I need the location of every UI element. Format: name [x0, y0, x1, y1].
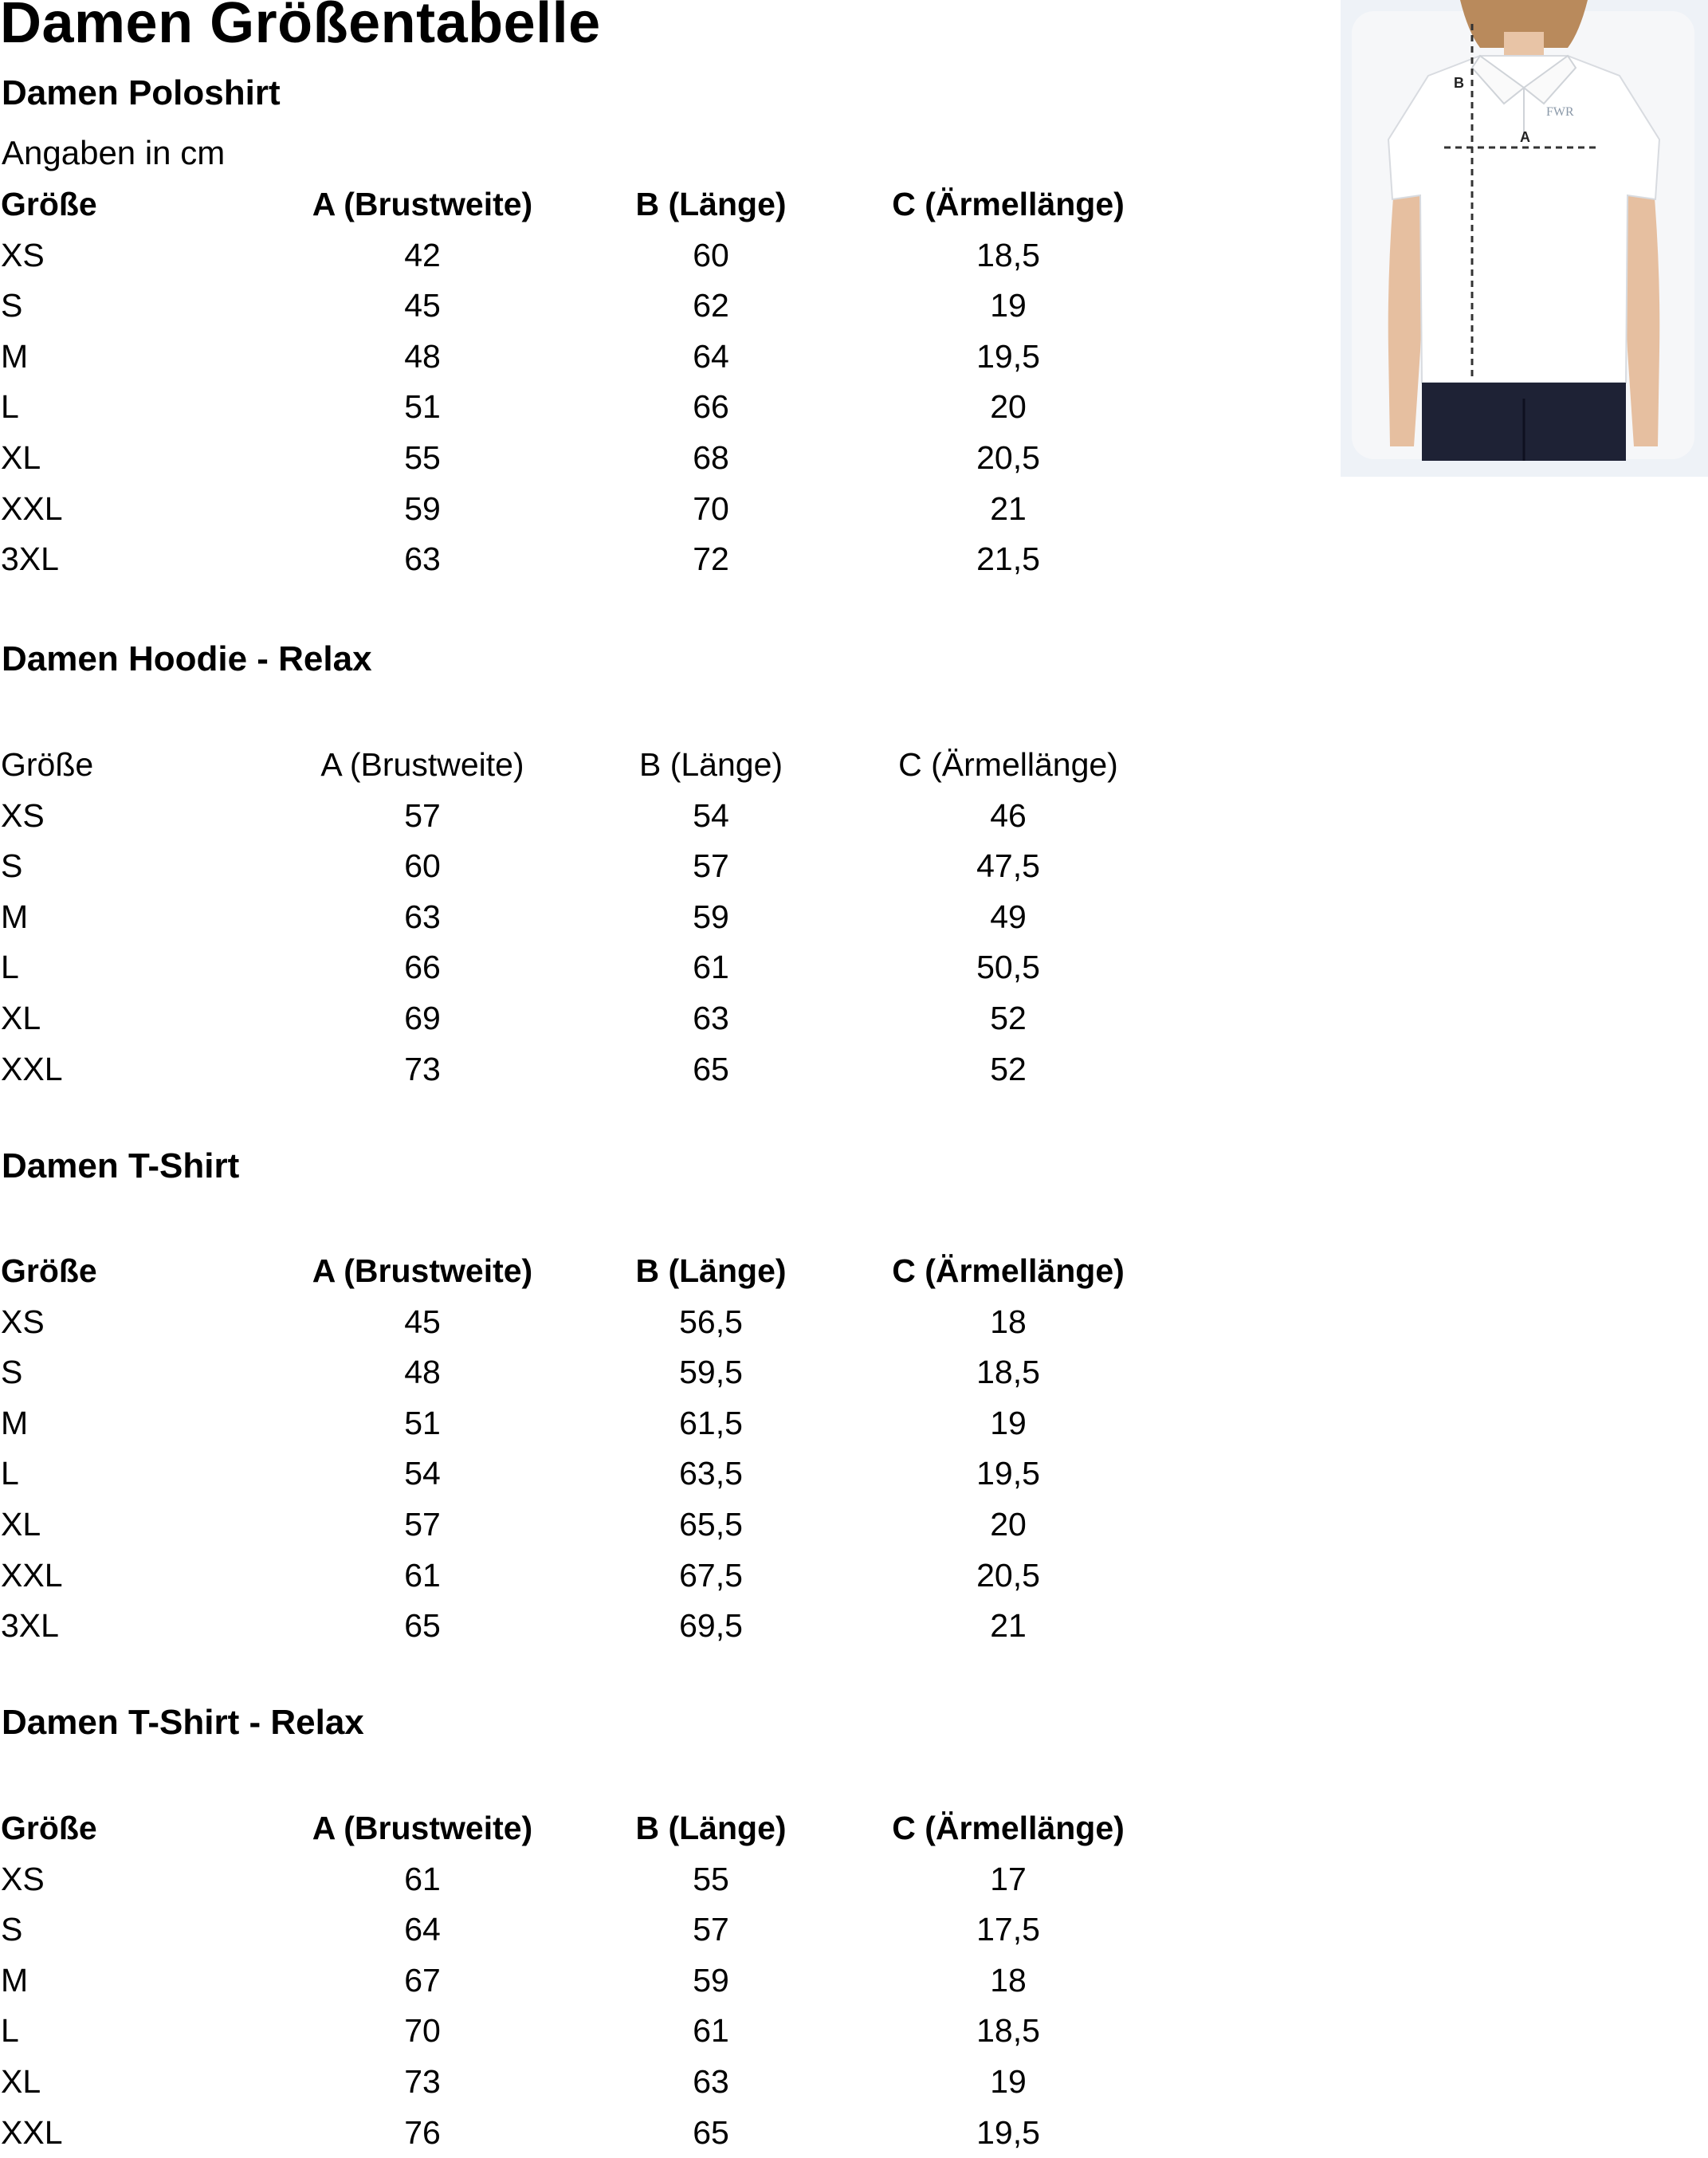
header-chest-width: A (Brustweite): [312, 186, 533, 222]
chest-cell: 70: [404, 2012, 441, 2050]
sleeve-cell: 20: [990, 1505, 1027, 1543]
header-sleeve-length: C (Ärmellänge): [892, 1252, 1125, 1289]
sleeve-cell: 20,5: [976, 1556, 1040, 1594]
table-header-row: [0, 740, 1243, 791]
chest-cell: 45: [404, 287, 441, 324]
sleeve-cell: 52: [990, 1050, 1027, 1087]
length-cell: 63,5: [679, 1455, 743, 1492]
table-row: [0, 841, 1243, 892]
chest-cell: 66: [404, 949, 441, 986]
sleeve-cell: 21: [990, 1607, 1027, 1645]
header-size: Größe: [1, 746, 94, 783]
header-sleeve-length: C (Ärmellänge): [892, 1810, 1125, 1846]
size-cell: XS: [1, 1303, 45, 1340]
sleeve-cell: 47,5: [976, 847, 1040, 885]
sleeve-cell: 19: [990, 1404, 1027, 1441]
length-cell: 72: [693, 540, 729, 578]
chest-cell: 65: [404, 1607, 441, 1645]
size-cell: M: [1, 1961, 29, 1999]
chest-cell: 61: [404, 1860, 441, 1897]
chest-cell: 55: [404, 438, 441, 476]
table-row: [0, 2057, 1243, 2108]
logo-text: FWR: [1546, 105, 1574, 119]
size-cell: XL: [1, 2062, 41, 2100]
length-cell: 56,5: [679, 1303, 743, 1340]
length-cell: 64: [693, 337, 729, 375]
size-cell: M: [1, 337, 29, 375]
chest-cell: 61: [404, 1556, 441, 1594]
table-row: [0, 1500, 1243, 1551]
sleeve-cell: 52: [990, 999, 1027, 1036]
sleeve-cell: 21,5: [976, 540, 1040, 578]
chest-cell: 63: [404, 898, 441, 935]
table-row: [0, 1398, 1243, 1449]
page-title: Damen Größentabelle: [0, 0, 601, 55]
table-row: [0, 1854, 1243, 1905]
table-row: [0, 2006, 1243, 2057]
sleeve-cell: 18,5: [976, 2012, 1040, 2050]
table-row: [0, 534, 1243, 585]
chest-cell: 48: [404, 1354, 441, 1391]
table-row: [0, 942, 1243, 993]
chest-cell: 76: [404, 2113, 441, 2151]
length-cell: 69,5: [679, 1607, 743, 1645]
header-chest-width: A (Brustweite): [312, 1810, 533, 1846]
chest-cell: 64: [404, 1911, 441, 1948]
size-cell: XXL: [1, 1050, 63, 1087]
sleeve-cell: 20,5: [976, 438, 1040, 476]
length-cell: 59,5: [679, 1354, 743, 1391]
size-cell: L: [1, 1455, 19, 1492]
label-b: B: [1454, 75, 1464, 91]
chest-cell: 42: [404, 236, 441, 273]
size-cell: XL: [1, 438, 41, 476]
table-row: [0, 1904, 1243, 1956]
length-cell: 62: [693, 287, 729, 324]
length-cell: 60: [693, 236, 729, 273]
table-header-row: [0, 1803, 1243, 1854]
product-photo: [1341, 0, 1708, 477]
size-table-poloshirt: [0, 179, 1243, 585]
size-cell: L: [1, 2012, 19, 2050]
length-cell: 70: [693, 489, 729, 527]
header-sleeve-length: C (Ärmellänge): [898, 746, 1118, 783]
length-cell: 63: [693, 2062, 729, 2100]
sleeve-cell: 17: [990, 1860, 1027, 1897]
size-table-tshirt: [0, 1246, 1243, 1652]
header-length: B (Länge): [635, 186, 787, 222]
size-cell: XXL: [1, 1556, 63, 1594]
size-cell: XXL: [1, 489, 63, 527]
header-length: B (Länge): [635, 1252, 787, 1289]
table-row: [0, 892, 1243, 943]
header-sleeve-length: C (Ärmellänge): [892, 186, 1125, 222]
chest-cell: 54: [404, 1455, 441, 1492]
header-length: B (Länge): [638, 746, 783, 783]
table-row: [0, 1448, 1243, 1500]
size-cell: XS: [1, 236, 45, 273]
header-chest-width: A (Brustweite): [312, 1252, 533, 1289]
header-length: B (Länge): [635, 1810, 787, 1846]
label-a: A: [1520, 129, 1530, 145]
size-table-tshirt-relax: [0, 1803, 1243, 2158]
chest-cell: 67: [404, 1961, 441, 1999]
chest-cell: 51: [404, 1404, 441, 1441]
table-row: [0, 791, 1243, 842]
table-header-row: [0, 179, 1243, 230]
table-row: [0, 1347, 1243, 1398]
chest-cell: 59: [404, 489, 441, 527]
header-size: Größe: [1, 1810, 97, 1846]
length-cell: 57: [693, 1911, 729, 1948]
sleeve-cell: 19,5: [976, 337, 1040, 375]
sleeve-cell: 19,5: [976, 1455, 1040, 1492]
table-row: [0, 1297, 1243, 1348]
length-cell: 61,5: [679, 1404, 743, 1441]
table-row: [0, 2108, 1243, 2158]
sleeve-cell: 21: [990, 489, 1027, 527]
table-row: [0, 1551, 1243, 1602]
table-row: [0, 1044, 1243, 1095]
length-cell: 59: [693, 898, 729, 935]
header-chest-width: A (Brustweite): [320, 746, 524, 783]
size-cell: 3XL: [1, 1607, 59, 1645]
section-title-tshirt-relax: Damen T-Shirt - Relax: [2, 1703, 364, 1742]
table-row: [0, 433, 1243, 484]
chest-cell: 69: [404, 999, 441, 1036]
chest-cell: 63: [404, 540, 441, 578]
table-row: [0, 382, 1243, 433]
size-cell: XL: [1, 1505, 41, 1543]
unit-note: Angaben in cm: [2, 134, 226, 171]
section-title-hoodie-relax: Damen Hoodie - Relax: [2, 639, 372, 678]
size-cell: XL: [1, 999, 41, 1036]
header-size: Größe: [1, 1252, 97, 1289]
sleeve-cell: 18: [990, 1303, 1027, 1340]
size-table-hoodie-relax: [0, 740, 1243, 1095]
chest-cell: 48: [404, 337, 441, 375]
size-cell: L: [1, 388, 19, 426]
size-cell: M: [1, 898, 29, 935]
size-cell: S: [1, 1354, 23, 1391]
size-cell: S: [1, 1911, 23, 1948]
length-cell: 65: [693, 1050, 729, 1087]
table-row: [0, 281, 1243, 332]
size-cell: M: [1, 1404, 29, 1441]
table-row: [0, 993, 1243, 1044]
chest-cell: 60: [404, 847, 441, 885]
section-title-tshirt: Damen T-Shirt: [2, 1146, 240, 1185]
size-cell: S: [1, 287, 23, 324]
size-cell: S: [1, 847, 23, 885]
chest-cell: 57: [404, 1505, 441, 1543]
table-row: [0, 230, 1243, 281]
sleeve-cell: 19: [990, 2062, 1027, 2100]
length-cell: 68: [693, 438, 729, 476]
sleeve-cell: 49: [990, 898, 1027, 935]
sleeve-cell: 17,5: [976, 1911, 1040, 1948]
sleeve-cell: 19,5: [976, 2113, 1040, 2151]
sleeve-cell: 50,5: [976, 949, 1040, 986]
section-title-poloshirt: Damen Poloshirt: [2, 73, 281, 112]
chest-cell: 45: [404, 1303, 441, 1340]
chest-cell: 73: [404, 2062, 441, 2100]
chest-cell: 51: [404, 388, 441, 426]
length-cell: 57: [693, 847, 729, 885]
length-cell: 63: [693, 999, 729, 1036]
sleeve-cell: 18,5: [976, 236, 1040, 273]
sleeve-cell: 19: [990, 287, 1027, 324]
size-cell: XS: [1, 796, 45, 834]
sleeve-cell: 18,5: [976, 1354, 1040, 1391]
length-cell: 67,5: [679, 1556, 743, 1594]
sleeve-cell: 20: [990, 388, 1027, 426]
table-header-row: [0, 1246, 1243, 1297]
size-cell: L: [1, 949, 19, 986]
table-row: [0, 1601, 1243, 1652]
size-cell: XS: [1, 1860, 45, 1897]
length-cell: 65,5: [679, 1505, 743, 1543]
length-cell: 61: [693, 949, 729, 986]
chest-cell: 73: [404, 1050, 441, 1087]
length-cell: 65: [693, 2113, 729, 2151]
length-cell: 55: [693, 1860, 729, 1897]
size-cell: XXL: [1, 2113, 63, 2151]
size-cell: 3XL: [1, 540, 59, 578]
length-cell: 61: [693, 2012, 729, 2050]
sleeve-cell: 46: [990, 796, 1027, 834]
length-cell: 54: [693, 796, 729, 834]
table-row: [0, 332, 1243, 383]
length-cell: 59: [693, 1961, 729, 1999]
table-row: [0, 484, 1243, 535]
chest-cell: 57: [404, 796, 441, 834]
length-cell: 66: [693, 388, 729, 426]
table-row: [0, 1956, 1243, 2007]
sleeve-cell: 18: [990, 1961, 1027, 1999]
header-size: Größe: [1, 186, 97, 222]
